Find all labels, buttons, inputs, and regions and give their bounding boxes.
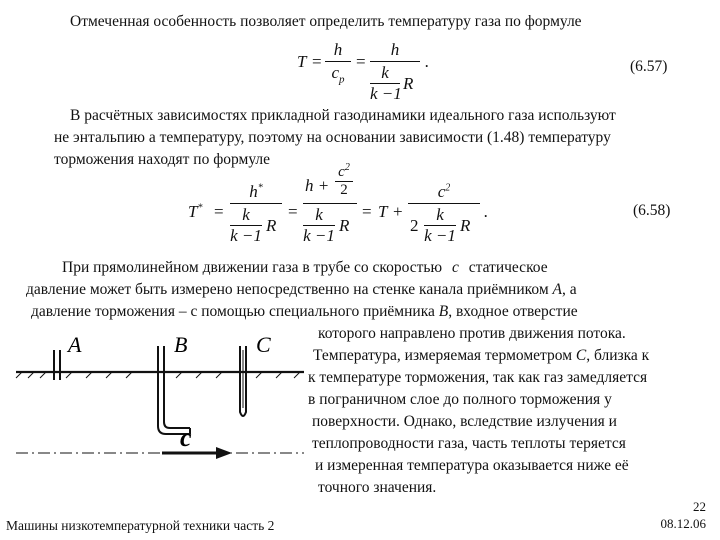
f57-T: T xyxy=(297,52,307,71)
probe-b xyxy=(158,346,190,434)
text-line-5: При прямолинейном движении газа в трубе со скоростью c статическое xyxy=(62,259,548,276)
f57-eq2: = xyxy=(356,52,366,71)
f57-frac-h-cp: h $c_p$ xyxy=(325,40,351,85)
text-line-8: которого направлено против движения потока. xyxy=(318,325,626,342)
label-b: B xyxy=(174,332,188,357)
footer-page-info xyxy=(661,498,707,532)
f57-dot: . xyxy=(425,52,430,71)
f58-plus: + xyxy=(393,202,403,221)
equation-number-6-57: (6.57) xyxy=(630,58,668,75)
text-line-2: В расчётных зависимостях прикладной газодинамики идеального газа используют xyxy=(70,107,616,124)
label-c: C xyxy=(256,332,271,357)
equation-number-6-58: (6.58) xyxy=(633,202,671,219)
text-line-3: не энтальпию а температуру, поэтому на основании зависимости (1.48) температуру xyxy=(54,129,611,146)
f58-Tstar: T* xyxy=(188,202,203,221)
probe-a xyxy=(54,350,60,380)
f58-frac2: h + $c^2$ 2 k k −1 R xyxy=(303,166,357,251)
probe-c xyxy=(240,346,246,416)
f58-frac1: h* k k −1 R xyxy=(230,182,282,251)
text-line-10: к температуре торможения, так как газ замедляется xyxy=(308,369,648,386)
page-number: 22 xyxy=(693,499,706,514)
label-a: A xyxy=(68,332,82,357)
footer-course-title: Машины низкотемпературной техники часть 2 xyxy=(6,518,275,533)
label-flow-c: c xyxy=(180,423,192,452)
f58-dot: . xyxy=(484,202,489,221)
text-line-11: в пограничном слое до полного торможения у xyxy=(308,391,612,408)
f58-eq3: = xyxy=(362,202,372,221)
probe-diagram xyxy=(12,328,312,468)
f57-frac-main: h k k −1 R xyxy=(370,40,420,109)
text-line-9: Температура, измеряемая термометром C, близка к xyxy=(313,347,650,364)
text-line-1: Отмеченная особенность позволяет определить температуру газа по формуле xyxy=(70,13,582,30)
f58-T: T xyxy=(378,202,388,221)
f58-eq1: = xyxy=(214,202,224,221)
text-line-13: теплопроводности газа, часть теплоты теряется xyxy=(312,435,626,452)
text-line-12: поверхности. Однако, вследствие излучения и xyxy=(312,413,617,430)
f58-frac3: $c^2$ 2 k k −1 R xyxy=(408,182,480,251)
text-line-6: давление может быть измерено непосредственно на стенке канала приёмником A, а xyxy=(26,281,577,298)
f57-eq1: = xyxy=(312,52,322,71)
text-line-15: точного значения. xyxy=(318,479,437,496)
flow-arrow-icon xyxy=(162,447,232,459)
text-line-14: и измеренная температура оказывается ниже её xyxy=(315,457,629,474)
footer-date: 08.12.06 xyxy=(660,516,706,531)
text-line-4: торможения находят по формуле xyxy=(54,151,271,168)
text-line-7: давление торможения – с помощью специального приёмника B, входное отверстие xyxy=(31,303,578,320)
f58-eq2: = xyxy=(288,202,298,221)
